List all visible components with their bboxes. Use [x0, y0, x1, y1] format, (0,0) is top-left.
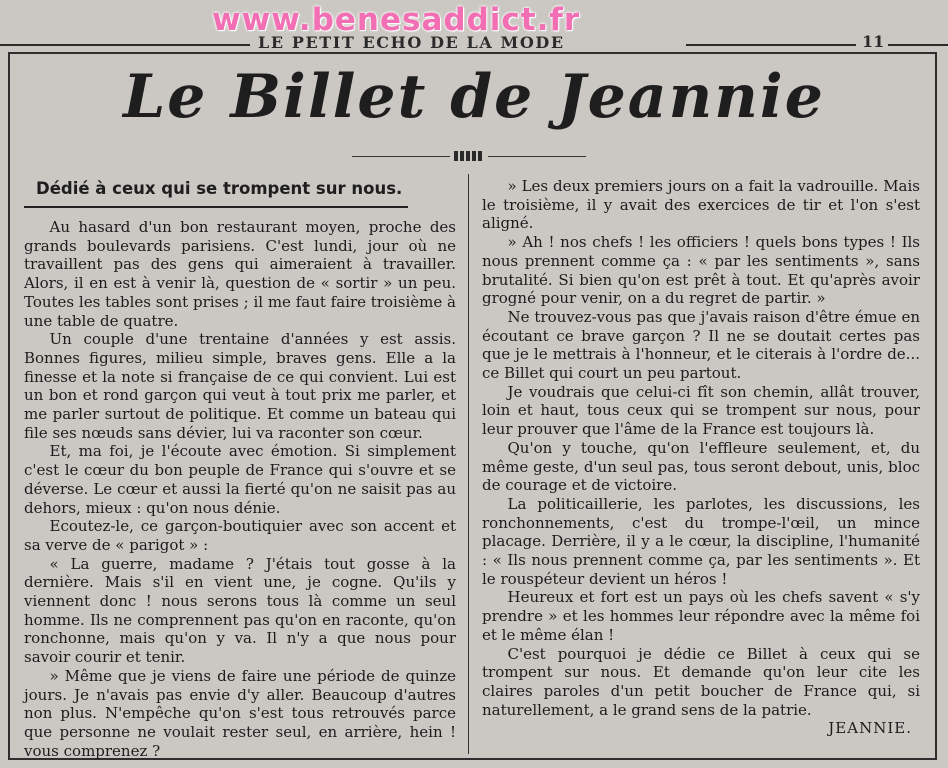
page-number: 11 [862, 32, 885, 51]
running-head-rule-left [0, 44, 250, 46]
paragraph: « La guerre, madame ? J'étais tout gosse à la dernière. Mais s'il en vient une, je cogne. Qu'ils y viennent donc ! nous serons tous là comme un seul homme. Ils ne comprennent pas qu'on en raconte, qu'on ronchonne, mais qu'on y va. Il n'y a que nous pour savoir courir et tenir. [24, 554, 456, 667]
watermark: www.benesaddict.fr [212, 2, 581, 38]
article-title: Le Billet de Jeannie [123, 62, 825, 132]
paragraph: Un couple d'une trentaine d'années y est assis. Bonnes figures, milieu simple, braves gens. Elle a la finesse et la note si française de ce qui convient. Lui est un bon et rond garçon qui veut à tout prix me parler, et me parler surtout de politique. Et comme un bateau qui file ses nœuds sans dévier, lui va raconter son cœur. [24, 330, 456, 442]
left-column [24, 218, 456, 760]
paragraph: La politicaillerie, les parlotes, les discussions, les ronchonnements, c'est du trompe-l'œil, un mince placage. Derrière, il y a le cœur, la discipline, l'humanité : « Ils nous prennent comme ça, par les sentiments ». Et le rouspéteur devient un héros ! [482, 494, 920, 588]
paragraph: » Ah ! nos chefs ! les officiers ! quels bons types ! Ils nous prennent comme ça : « par les sentiments », sans brutalité. Si bien qu'on est prêt à tout. Et qu'après avoir grogné pour venir, on a du regret de partir. » [482, 233, 920, 308]
paragraph: Au hasard d'un bon restaurant moyen, proche des grands boulevards parisiens. C'est lundi, jour où ne travaillent pas des gens qui aimeraient à travailler. Alors, il en est à venir là, question de « sortir » un peu. Toutes les tables sont prises ; il me faut faire troisième à une table de quatre. [24, 218, 456, 330]
title-ornament-rule-right [488, 156, 586, 157]
right-column [482, 177, 920, 738]
title-ornament-rule-left [352, 156, 450, 157]
paragraph: Ecoutez-le, ce garçon-boutiquier avec son accent et sa verve de « parigot » : [24, 517, 456, 554]
paragraph: » Même que je viens de faire une période de quinze jours. Je n'avais pas envie d'y aller. Beaucoup d'autres non plus. N'empêche qu'on s'est tous retrouvés parce que personne ne voulait rester seul, en arrière, hein ! vous comprenez ? [24, 666, 456, 760]
running-head-rule-middle [686, 44, 856, 46]
running-head-rule-right [888, 44, 948, 46]
title-ornament-dots [454, 151, 484, 161]
paragraph: Et, ma foi, je l'écoute avec émotion. Si simplement c'est le cœur du bon peuple de France qui s'ouvre et se déverse. Le cœur et aussi la fierté qu'on ne saisit pas au dehors, mieux : qu'on nous dénie. [24, 442, 456, 517]
signature: JEANNIE. [828, 719, 912, 738]
article-subtitle: Dédié à ceux qui se trompent sur nous. [36, 179, 403, 198]
paragraph: Je voudrais que celui-ci fît son chemin, allât trouver, loin et haut, tous ceux qui se trompent sur nous, pour leur prouver que l'âme de la France est toujours là. [482, 382, 920, 439]
running-head [0, 30, 948, 52]
subtitle-underline [24, 206, 408, 208]
paragraph: » Les deux premiers jours on a fait la vadrouille. Mais le troisième, il y avait des exercices de tir et l'on s'est aligné. [482, 177, 920, 233]
paragraph: Ne trouvez-vous pas que j'avais raison d'être émue en écoutant ce brave garçon ? Il ne se doutait certes pas que je le mettrais à l'honneur, et le citerais à l'ordre de... ce Billet qui court un peu partout. [482, 307, 920, 383]
magazine-title: LE PETIT ECHO DE LA MODE [258, 33, 565, 52]
paragraph: Heureux et fort est un pays où les chefs savent « s'y prendre » et les hommes leur répondre avec la même foi et le même élan ! [482, 588, 920, 644]
paragraph: C'est pourquoi je dédie ce Billet à ceux qui se trompent sur nous. Et demande qu'on leur cite les claires paroles d'un petit boucher de France qui, si naturellement, a le grand sens de la patrie. [482, 644, 920, 719]
paragraph: Qu'on y touche, qu'on l'effleure seulement, et, du même geste, d'un seul pas, tous seront debout, unis, bloc de courage et de victoire. [482, 438, 920, 495]
column-divider [468, 174, 469, 754]
